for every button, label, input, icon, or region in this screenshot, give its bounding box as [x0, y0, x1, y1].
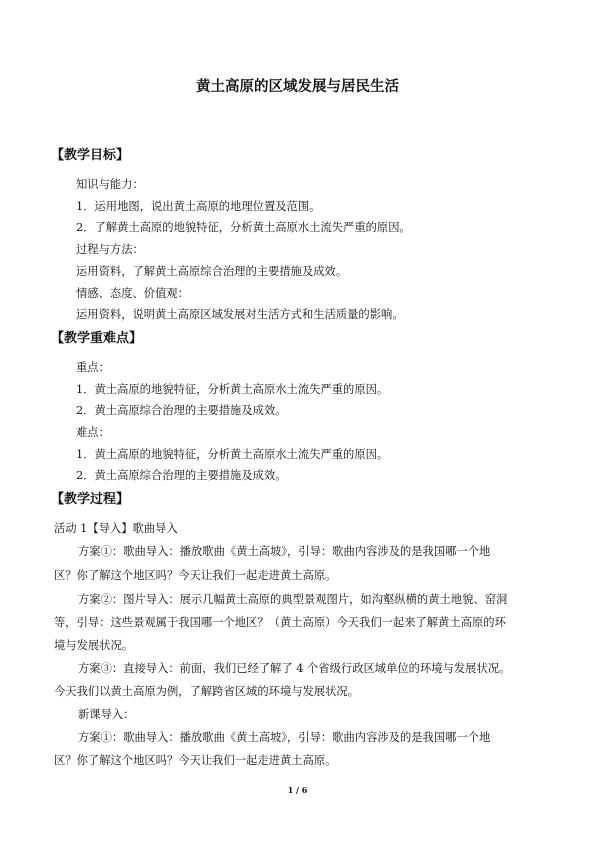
goals-line: 情感、态度、价值观：	[76, 287, 189, 300]
process-line: 今天我们以黄土高原为例，了解跨省区域的环境与发展状况。	[54, 685, 360, 698]
keypoints-line: 2．黄土高原综合治理的主要措施及成效。	[76, 404, 287, 417]
keypoints-line: 2．黄土高原综合治理的主要措施及成效。	[76, 469, 287, 482]
goals-line: 过程与方法：	[76, 243, 144, 256]
goals-line: 运用资料，了解黄土高原综合治理的主要措施及成效。	[76, 265, 348, 278]
goals-line: 2．了解黄土高原的地貌特征，分析黄土高原水土流失严重的原因。	[76, 221, 411, 234]
page-title: 黄土高原的区域发展与居民生活	[196, 79, 399, 95]
keypoints-line: 难点：	[76, 426, 110, 439]
process-line: 方案①：歌曲导入：播放歌曲《黄土高坡》，引导：歌曲内容涉及的是我国哪一个地	[78, 731, 491, 744]
process-line: 活动 1【导入】歌曲导入	[54, 522, 178, 535]
process-line: 区？你了解这个地区吗？今天让我们一起走进黄土高原。	[54, 754, 337, 767]
section-heading-goals: 【教学目标】	[51, 148, 130, 163]
section-heading-process: 【教学过程】	[51, 492, 130, 507]
process-line: 方案①：歌曲导入：播放歌曲《黄土高坡》，引导：歌曲内容涉及的是我国哪一个地	[78, 545, 491, 558]
process-line: 新课导入：	[78, 708, 135, 721]
process-line: 境与发展状况。	[54, 639, 134, 652]
keypoints-line: 重点：	[76, 361, 110, 374]
keypoints-line: 1．黄土高原的地貌特征，分析黄土高原水土流失严重的原因。	[76, 383, 389, 396]
process-line: 方案③：直接导入：前面，我们已经了解了 4 个省级行政区域单位的环境与发展状况。	[78, 662, 511, 675]
goals-line: 运用资料，说明黄土高原区域发展对生活方式和生活质量的影响。	[76, 308, 404, 321]
goals-line: 知识与能力：	[76, 178, 144, 191]
section-heading-keypoints: 【教学重难点】	[51, 331, 143, 346]
process-line: 区？你了解这个地区吗？今天让我们一起走进黄土高原。	[54, 569, 337, 582]
goals-line: 1．运用地图，说出黄土高原的地理位置及范围。	[76, 200, 321, 213]
process-line: 等，引导：这些景观属于我国哪一个地区？（黄土高原）今天我们一起来了解黄土高原的环	[54, 616, 506, 629]
keypoints-line: 1．黄土高原的地貌特征，分析黄土高原水土流失严重的原因。	[76, 448, 389, 461]
process-line: 方案②：图片导入：展示几幅黄土高原的典型景观图片，如沟壑纵横的黄土地貌、窑洞	[78, 593, 508, 606]
page-number: 1 / 6	[287, 785, 308, 795]
